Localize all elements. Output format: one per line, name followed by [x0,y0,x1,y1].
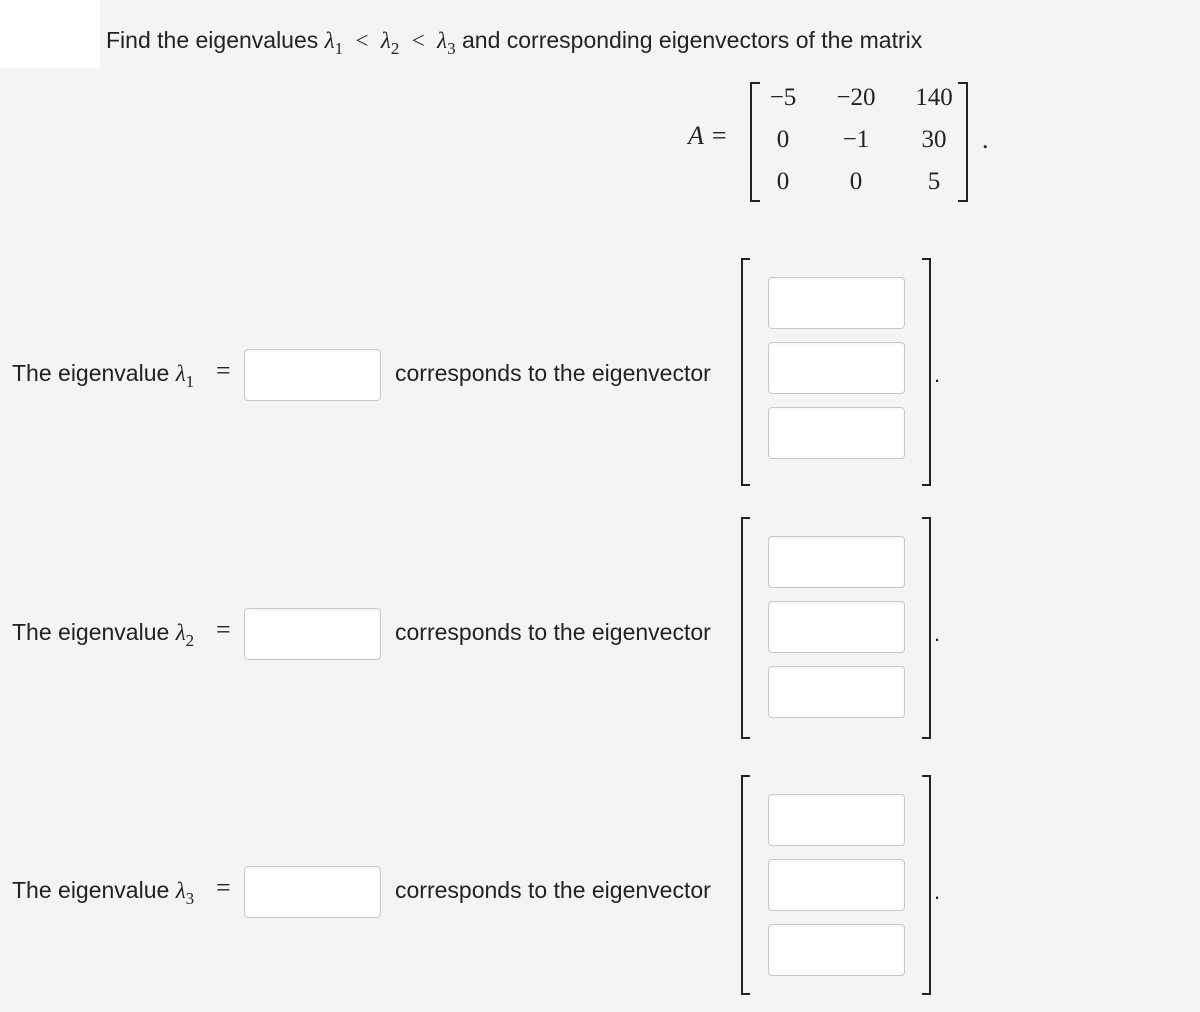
eigenvector-1-component-3-input[interactable] [768,407,905,459]
vector-3-left-bracket [741,775,750,995]
header-blank-area [0,0,100,68]
eigenvector-2-label: corresponds to the eigenvector [395,619,711,645]
eigenvector-1-component-1-input[interactable] [768,277,905,329]
vector-1-period: . [934,362,941,387]
eigenvector-1-component-2-input[interactable] [768,342,905,394]
matrix-cell: 0 [776,168,790,195]
eigenvalue-2-label: The eigenvalue $\lambda_2$ [12,619,195,650]
lambda-3-symbol: $\lambda_3$ [437,28,456,58]
matrix-cell: 5 [927,168,941,195]
matrix-period: . [982,125,989,154]
matrix-cell: −1 [842,126,870,153]
eigenvalue-3-input[interactable] [244,866,381,918]
eigenvector-3-component-3-input[interactable] [768,924,905,976]
eigenvector-1-label: corresponds to the eigenvector [395,360,711,386]
equals-sign: = [216,615,231,644]
less-than-2: < [411,28,425,53]
eigenvector-2-component-1-input[interactable] [768,536,905,588]
eigenvector-2-component-2-input[interactable] [768,601,905,653]
matrix-cell: −20 [836,84,876,111]
lambda-1-symbol: $\lambda_1$ [175,361,195,391]
vector-3-right-bracket [922,775,931,995]
intro-prefix: Find the eigenvalues [106,27,319,53]
matrix-cell: 140 [915,84,953,111]
eigenvector-3-component-1-input[interactable] [768,794,905,846]
vector-1-left-bracket [741,258,750,486]
eigenvalue-1-label: The eigenvalue $\lambda_1$ [12,360,195,391]
matrix-cell: 30 [921,126,947,153]
intro-suffix: and corresponding eigenvectors of the matrix [461,27,923,53]
eigenvector-2-component-3-input[interactable] [768,666,905,718]
equals-sign: = [216,356,231,385]
matrix-cell: 0 [776,126,790,153]
lambda-2-symbol: $\lambda_2$ [380,28,400,58]
eigenvalue-3-label: The eigenvalue $\lambda_3$ [12,877,195,908]
equals-sign: = [216,873,231,902]
vector-2-left-bracket [741,517,750,739]
matrix-cell: 0 [849,168,863,195]
vector-2-right-bracket [922,517,931,739]
vector-1-right-bracket [922,258,931,486]
less-than-1: < [355,28,369,53]
vector-3-period: . [934,879,941,904]
problem-statement [106,26,922,57]
lambda-1-symbol: $\lambda_1$ [324,28,344,58]
eigenvector-3-component-2-input[interactable] [768,859,905,911]
lambda-3-symbol: $\lambda_3$ [175,878,195,908]
matrix-cell: −5 [769,84,797,111]
eigenvalue-2-input[interactable] [244,608,381,660]
eigenvector-3-label: corresponds to the eigenvector [395,877,711,903]
lambda-2-symbol: $\lambda_2$ [175,620,195,650]
matrix-label: A = [688,121,727,150]
vector-2-period: . [934,621,941,646]
eigenvalue-1-input[interactable] [244,349,381,401]
